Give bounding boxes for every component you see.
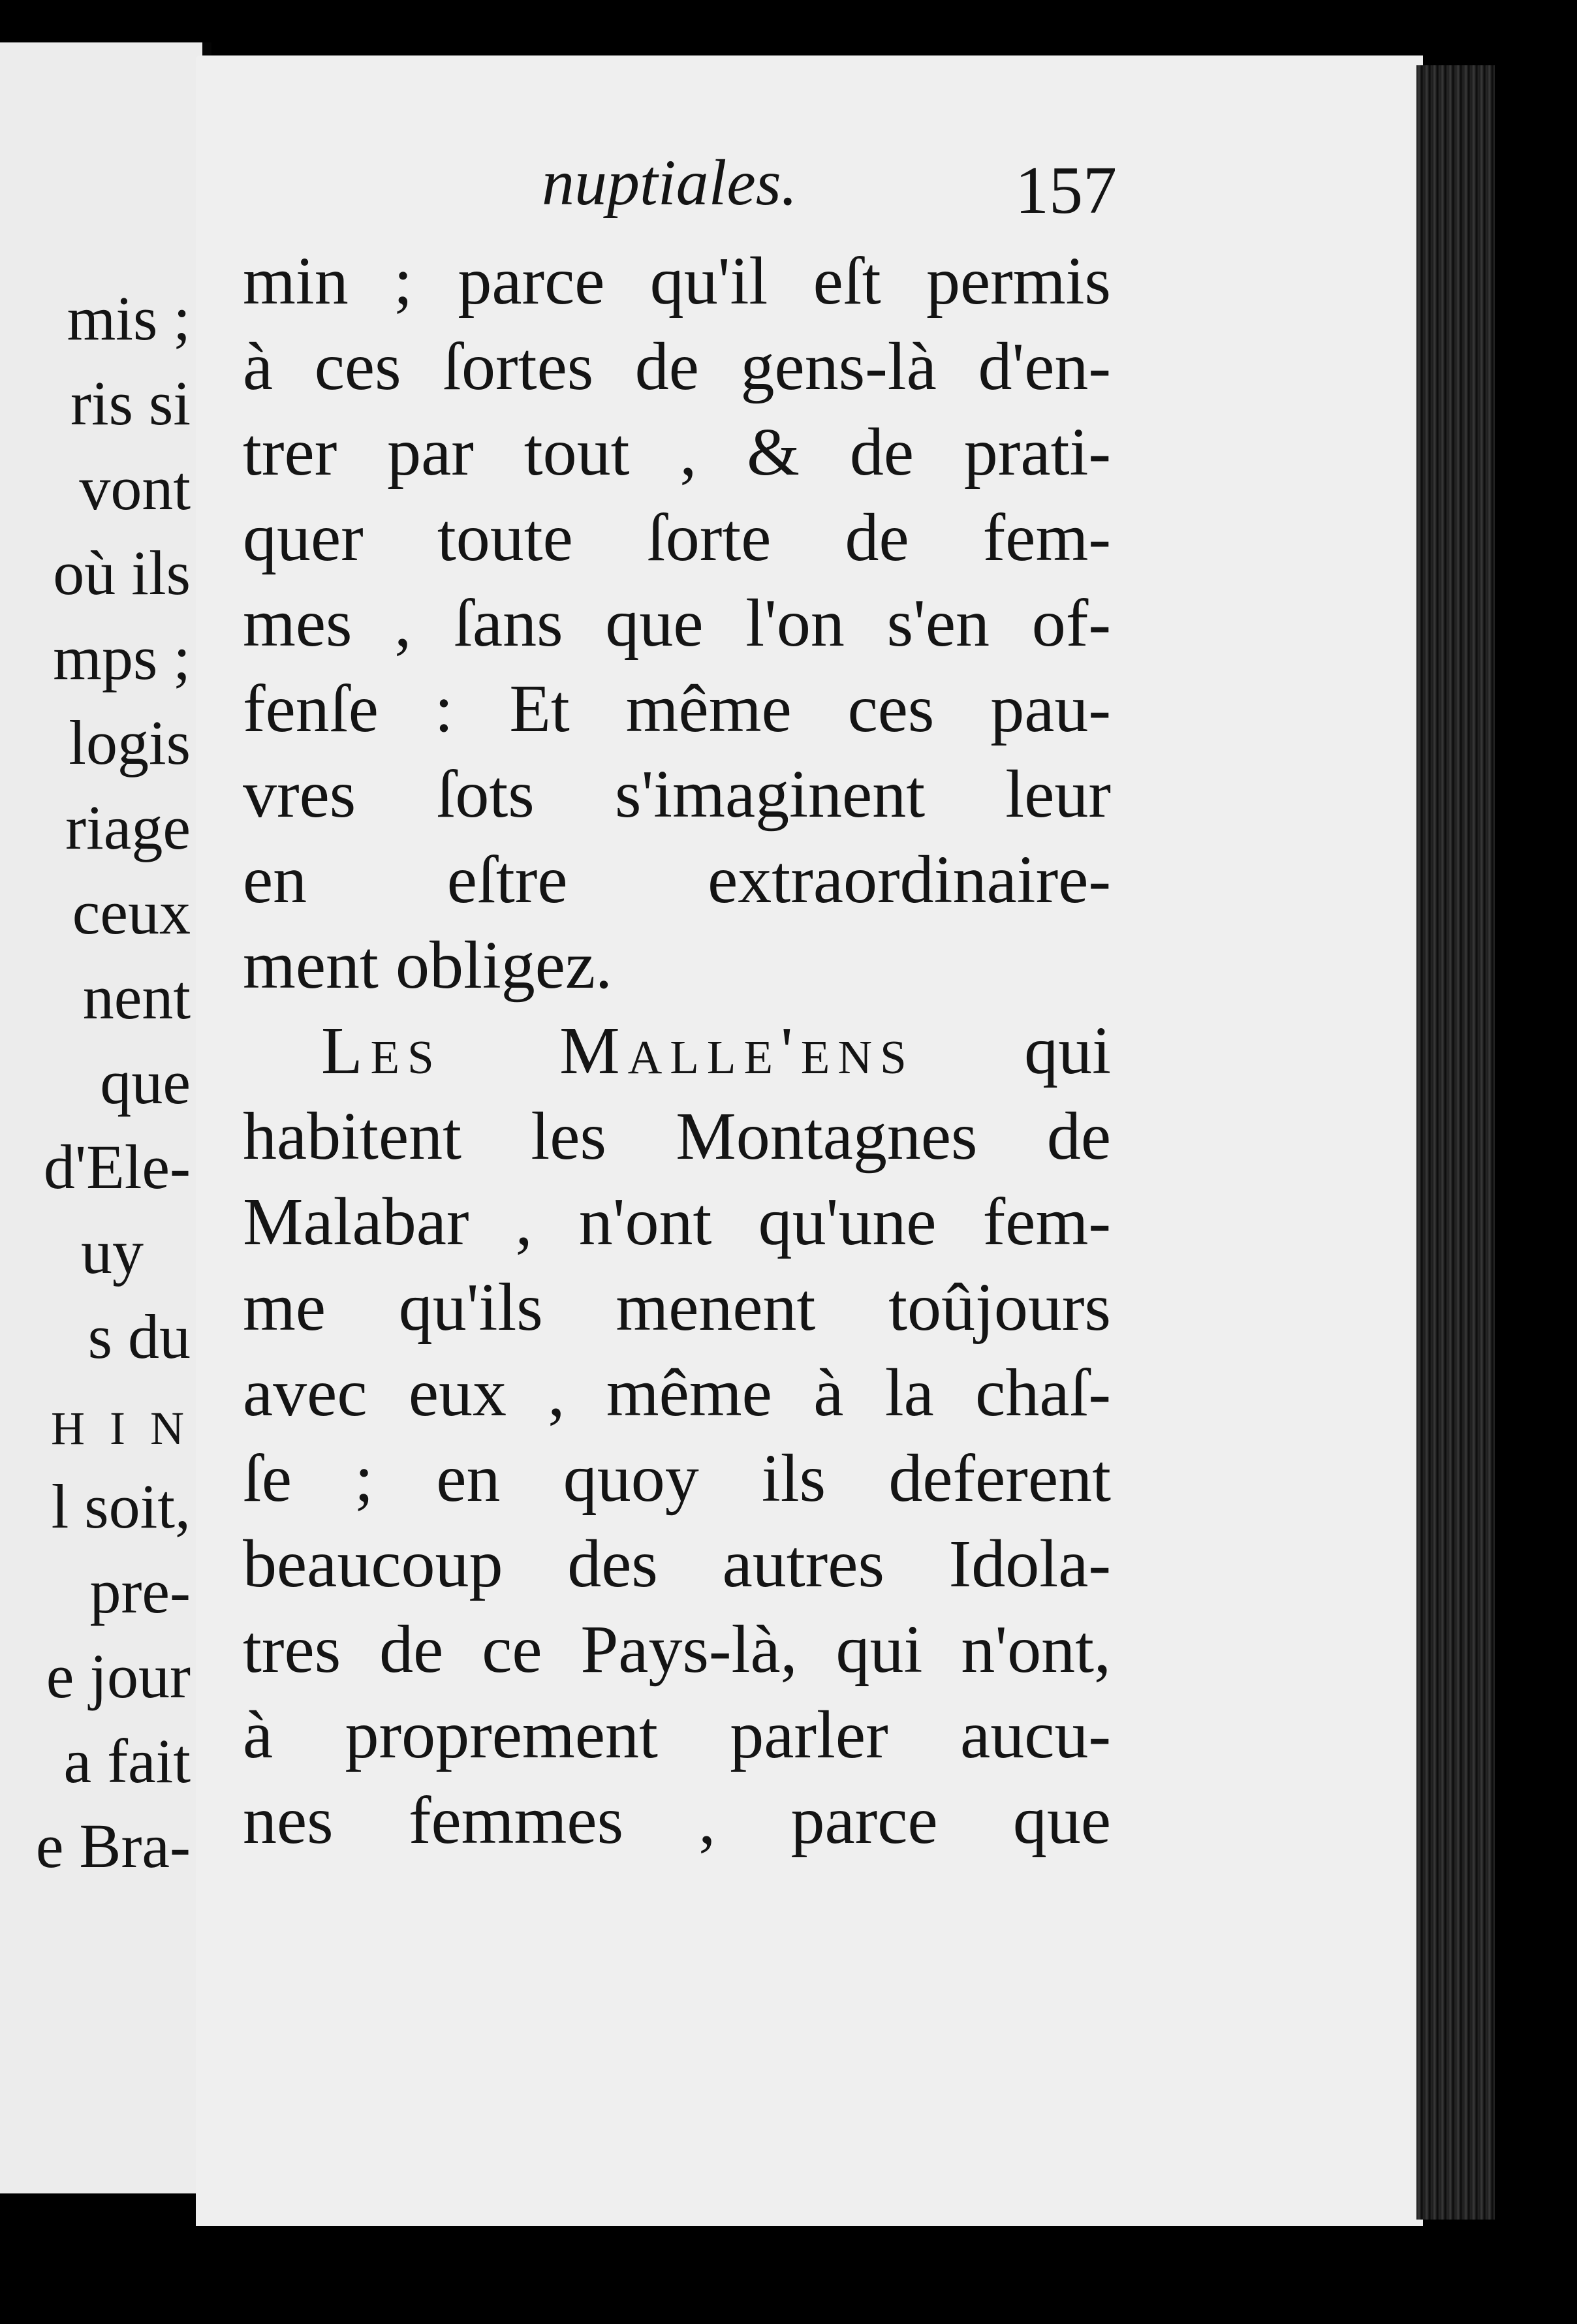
page-edge-shadow xyxy=(1495,0,1577,2324)
text-line: à ces ſortes de gens-là d'en- xyxy=(243,329,1111,404)
page-number: 157 xyxy=(1015,153,1117,228)
text-line: tres de ce Pays-là, qui n'ont, xyxy=(243,1612,1111,1687)
text-line: min ; parce qu'il eſt permis xyxy=(243,243,1111,319)
text-line: beaucoup des autres Idola- xyxy=(243,1526,1111,1601)
text-line: mes , ſans que l'on s'en of- xyxy=(243,586,1111,661)
text-line: nes femmes , parce que xyxy=(243,1783,1111,1858)
left-page-line: mis ; xyxy=(67,283,191,353)
left-page-line: H I N xyxy=(51,1402,191,1454)
text-line: à proprement parler aucu- xyxy=(243,1697,1111,1772)
text-line: quer toute ſorte de fem- xyxy=(243,500,1111,575)
left-page-line: riage xyxy=(65,793,191,862)
text-line: ſe ; en quoy ils deferent xyxy=(243,1441,1111,1516)
left-page-line: l soit, xyxy=(51,1471,191,1541)
text-line: avec eux , même à la chaſ- xyxy=(243,1355,1111,1430)
text-line: ment obligez. xyxy=(243,928,613,1003)
left-page-line: où ils xyxy=(53,538,191,608)
text-line: fenſe : Et même ces pau- xyxy=(243,671,1111,746)
body-text xyxy=(243,238,1111,1863)
left-page-line: vont xyxy=(79,453,191,523)
text-line: trer par tout , & de prati- xyxy=(243,415,1111,490)
left-page-line: ceux xyxy=(72,877,191,947)
text-line: habitent les Montagnes de xyxy=(243,1099,1111,1174)
left-page-line: ris si xyxy=(70,368,191,438)
left-page-line: a fait xyxy=(63,1726,191,1796)
left-page-line: e Bra- xyxy=(35,1811,191,1881)
left-page-line: logis xyxy=(69,708,191,777)
left-page-line: d'Ele- xyxy=(43,1132,191,1202)
text-line: Malabar , n'ont qu'une fem- xyxy=(243,1184,1111,1259)
text-line: vres ſots s'imaginent leur xyxy=(243,757,1111,832)
text-line: en eſtre extraordinaire- xyxy=(243,842,1111,917)
left-page-line: pre- xyxy=(89,1556,191,1626)
left-page-line: e jour xyxy=(46,1641,191,1711)
left-page-line: nent xyxy=(82,962,191,1032)
left-page-line: que xyxy=(100,1047,191,1117)
paragraph-lead-smallcaps: Les Malle'ens xyxy=(321,1013,914,1088)
left-page-line: mps ; xyxy=(53,623,191,693)
running-head: nuptiales. xyxy=(542,146,798,219)
left-page-line: uy xyxy=(81,1217,144,1287)
paragraph-lead-rest: qui xyxy=(1024,1013,1111,1088)
page-edges xyxy=(1416,65,1495,2220)
previous-page-fragment xyxy=(0,42,211,2193)
text-line: me qu'ils menent toûjours xyxy=(243,1270,1111,1345)
left-page-line: s du xyxy=(87,1302,191,1372)
paragraph-lead-line xyxy=(243,1008,1111,1093)
